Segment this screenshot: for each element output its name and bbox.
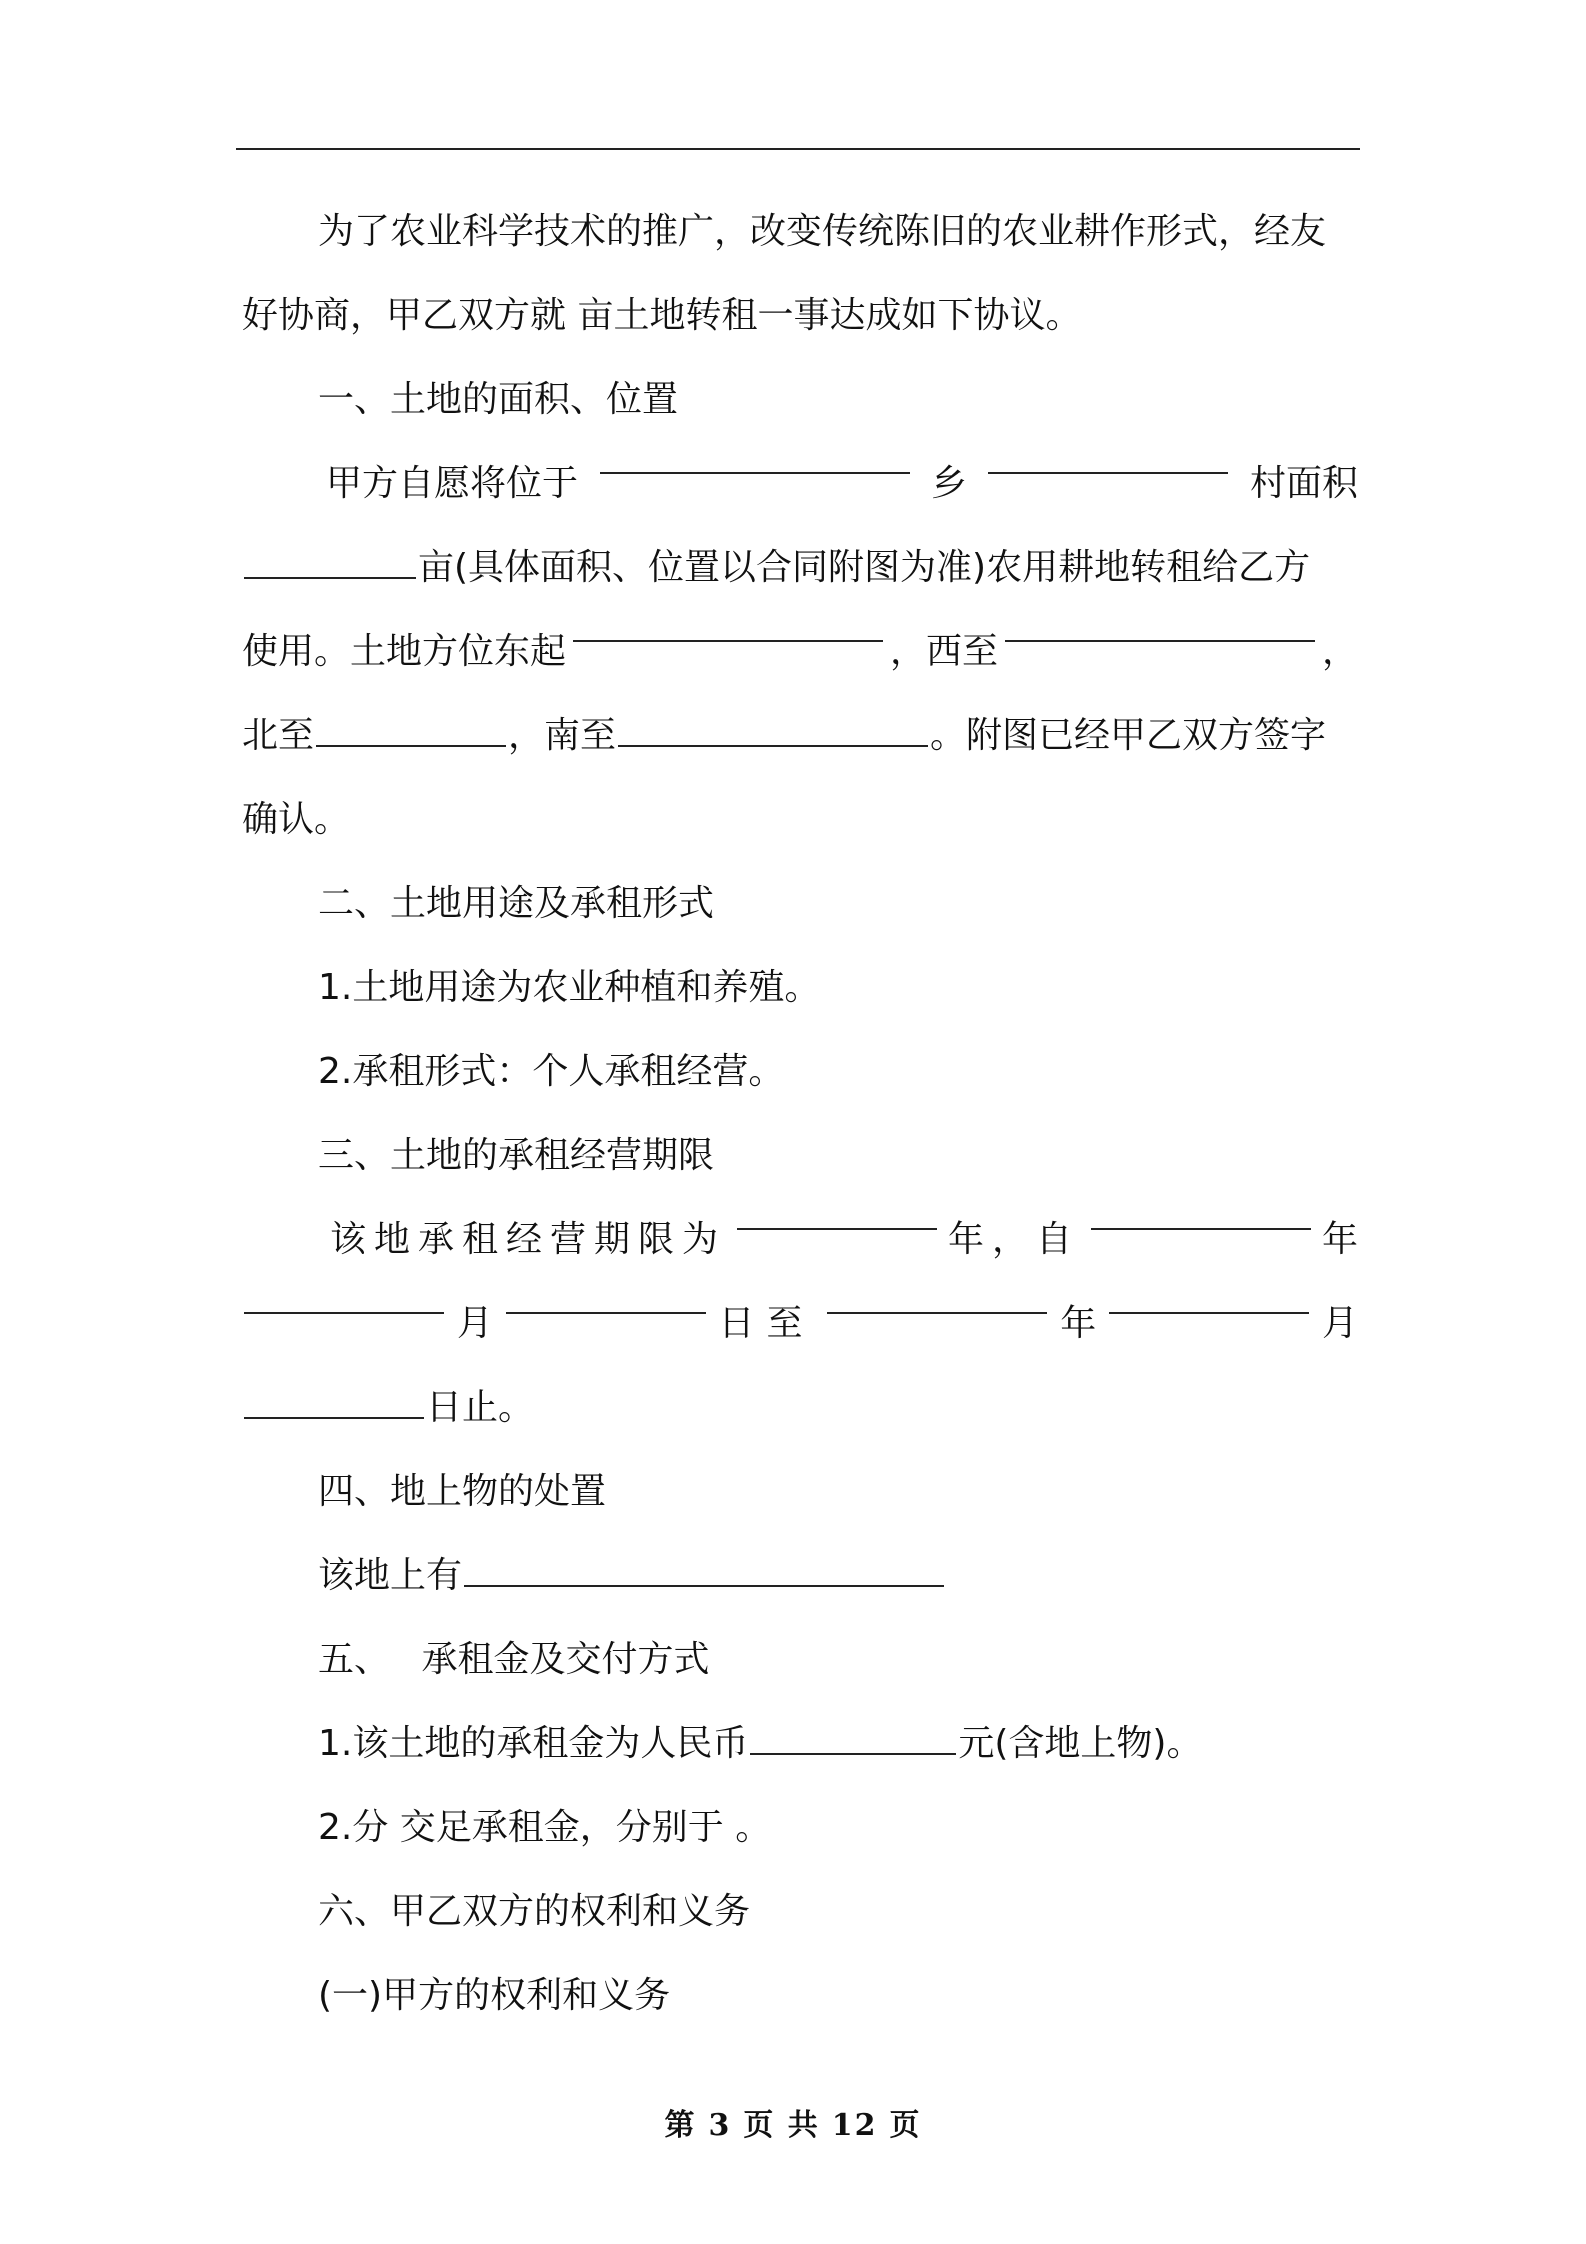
section1-text-a: 甲方自愿将位于	[326, 463, 579, 504]
section4-heading: 四、地上物的处置	[318, 1471, 607, 1512]
section3-text-3: 年	[1321, 1219, 1358, 1260]
page-footer	[0, 2100, 1586, 2144]
section3-line-2	[242, 1282, 1358, 1366]
section1-paragraph-line-4	[242, 694, 1358, 778]
section5-heading: 五、 承租金及交付方式	[318, 1639, 710, 1680]
section2-heading: 二、土地用途及承租形式	[318, 883, 715, 924]
start-day-blank[interactable]	[506, 1282, 706, 1314]
section3-line-3	[242, 1366, 1358, 1450]
section1-text-d: 亩(具体面积、位置以合同附图为准)农用耕地转租给乙方	[418, 547, 1311, 588]
end-year-blank[interactable]	[827, 1282, 1047, 1314]
section6-subheading-1: (一)甲方的权利和义务	[318, 1975, 671, 2016]
footer-suffix: 页	[889, 2108, 922, 2143]
footer-prefix: 第	[664, 2108, 697, 2143]
section1-heading: 一、土地的面积、位置	[318, 379, 679, 420]
rent-amount-blank[interactable]	[750, 1723, 956, 1755]
end-day-blank[interactable]	[244, 1387, 424, 1419]
township-blank[interactable]	[600, 442, 910, 474]
section3-heading: 三、土地的承租经营期限	[318, 1135, 715, 1176]
section1-text-f: ，西至	[889, 631, 998, 672]
section3-text-4: 月	[456, 1303, 493, 1344]
section1-text-i: ，南至	[508, 715, 617, 756]
west-boundary-blank[interactable]	[1005, 610, 1315, 642]
section5-item1-text-a: 1.该土地的承租金为人民币	[318, 1723, 749, 1764]
section4-text: 该地上有	[318, 1555, 463, 1596]
section1-text-c: 村面积	[1249, 463, 1358, 504]
section1-paragraph-line-5: 确认。	[242, 799, 351, 840]
section3-text-8: 日止。	[426, 1387, 535, 1428]
section2-item-2: 2.承租形式：个人承租经营。	[318, 1051, 785, 1092]
section1-text-b: 乡	[930, 463, 967, 504]
section5-item-2: 2.分 交足承租金，分别于 。	[318, 1807, 772, 1848]
section6-heading: 六、甲乙双方的权利和义务	[318, 1891, 751, 1932]
footer-current-page: 3	[708, 2108, 732, 2143]
north-boundary-blank[interactable]	[316, 715, 506, 747]
section3-text-1: 该地承租经营期限为	[330, 1219, 727, 1260]
section3-text-2: 年，自	[947, 1219, 1080, 1260]
document-body	[242, 190, 1358, 2038]
footer-middle: 页 共	[743, 2108, 820, 2143]
intro-line-2: 好协商，甲乙双方就 亩土地转租一事达成如下协议。	[242, 295, 1082, 336]
start-year-blank[interactable]	[1091, 1198, 1311, 1230]
end-month-blank[interactable]	[1109, 1282, 1309, 1314]
east-boundary-blank[interactable]	[573, 610, 883, 642]
section3-text-7: 月	[1321, 1303, 1358, 1344]
section1-text-g: ，	[1321, 631, 1358, 672]
village-blank[interactable]	[988, 442, 1228, 474]
section1-text-e: 使用。土地方位东起	[242, 631, 567, 672]
south-boundary-blank[interactable]	[618, 715, 928, 747]
section2-item-1: 1.土地用途为农业种植和养殖。	[318, 967, 821, 1008]
header-rule	[236, 148, 1360, 150]
term-years-blank[interactable]	[737, 1198, 937, 1230]
area-blank[interactable]	[244, 547, 416, 579]
section4-line	[242, 1534, 1358, 1618]
section1-paragraph-line-1	[242, 442, 1358, 526]
ground-objects-blank[interactable]	[464, 1555, 944, 1587]
section3-text-5: 日至	[718, 1303, 815, 1344]
section5-item1-text-b: 元(含地上物)。	[958, 1723, 1203, 1764]
section1-paragraph-line-2	[242, 526, 1358, 610]
section1-paragraph-line-3	[242, 610, 1358, 694]
section1-text-h: 北至	[242, 715, 315, 756]
section3-text-6: 年	[1060, 1303, 1097, 1344]
start-month-blank[interactable]	[244, 1282, 444, 1314]
section1-text-j: 。附图已经甲乙双方签字	[930, 715, 1327, 756]
section3-line-1	[242, 1198, 1358, 1282]
section5-item-1	[242, 1702, 1358, 1786]
footer-total-pages: 12	[831, 2108, 878, 2143]
intro-line-1: 为了农业科学技术的推广，改变传统陈旧的农业耕作形式，经友	[318, 211, 1327, 252]
